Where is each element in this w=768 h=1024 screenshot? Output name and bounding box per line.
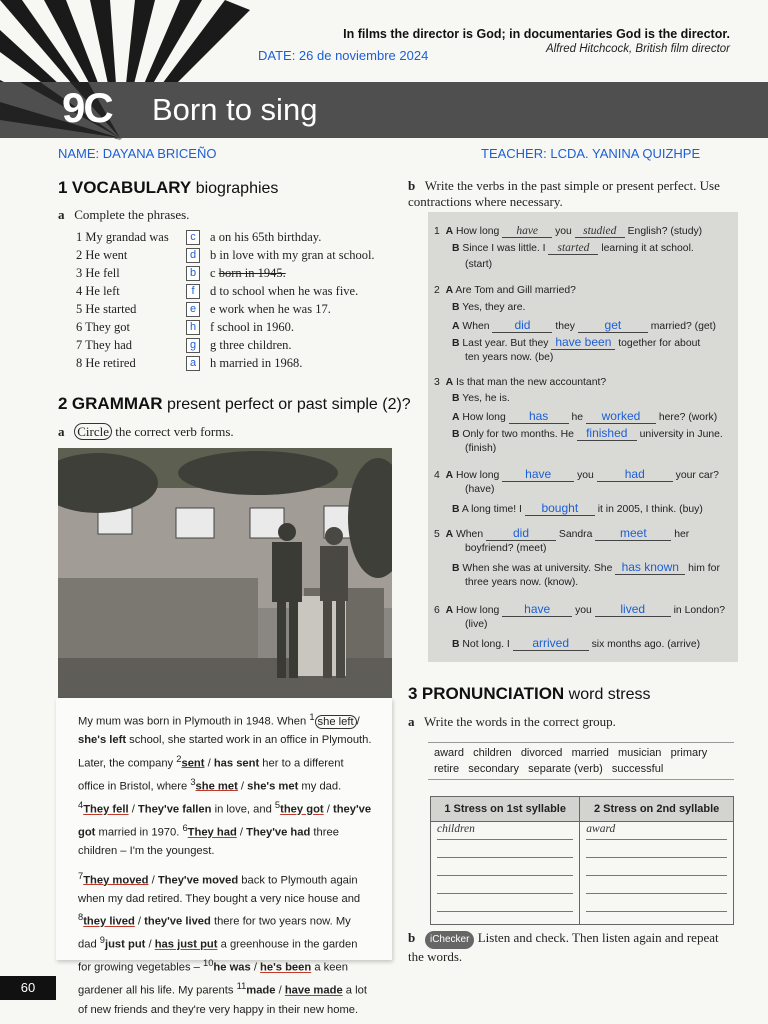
option[interactable]: They've fallen [137,803,212,816]
q3-line-c [452,409,717,424]
story-text-box [56,698,392,1016]
unit-title: Born to sing [152,92,318,127]
cell[interactable] [431,894,580,912]
answer-field[interactable]: started [548,242,598,255]
answer-field[interactable]: arrived [513,636,589,651]
task-3a [408,714,616,730]
story-text: / [323,803,333,816]
circle-word: Circle [74,423,112,440]
answer-box[interactable]: a [186,356,200,371]
ending-letter: f [210,320,215,334]
answer-field[interactable]: lived [595,602,671,617]
speaker: A [452,321,460,332]
phrase-start [76,266,120,281]
line-text: When she was at university. She [462,563,613,574]
line-text: in London? [673,605,726,616]
cell[interactable] [580,840,734,858]
speaker: B [452,243,460,254]
gap-number: 8 [78,912,84,923]
phrase-start [76,356,136,371]
section-1-title: VOCABULARY [71,178,192,197]
answer-underlined[interactable]: have made [284,985,343,998]
task-letter: b [408,178,416,193]
phrase-number: 2 [76,248,83,262]
speaker: A [445,285,454,296]
line-text: six months ago. (arrive) [591,639,701,650]
story-text: in love, and [211,803,275,816]
phrase-number: 6 [76,320,83,334]
section-3-heading [408,684,650,704]
speaker: B [452,393,460,404]
story-text: school, she started work in an office in Plymouth. Later, the company [78,734,372,770]
q6-line-a [434,602,725,617]
answer-field[interactable]: has [509,409,569,424]
ending-letter: c [210,266,216,280]
phrase-text: They had [85,338,133,352]
line-text: here? (work) [658,412,718,423]
stress-table [430,796,734,925]
gap-number: 10 [203,958,214,969]
line-text: he [571,412,584,423]
option[interactable]: They've moved [157,874,239,887]
q3-line-d [452,426,723,441]
story-text: / [236,826,247,839]
vocab-row [76,230,416,248]
answer-field[interactable]: had [597,467,673,482]
story-text: / [134,915,145,928]
line-text: together for about [618,338,701,349]
option[interactable]: he was [213,962,251,975]
q2-line-b [452,302,525,313]
phrase-start [76,284,120,299]
cell[interactable] [580,822,734,841]
gap-number: 11 [236,981,247,992]
gap-number: 5 [274,799,281,810]
date-label: DATE: 26 de noviembre 2024 [258,48,429,63]
option[interactable]: they've got [78,803,372,839]
line-text: How long [455,605,500,616]
line-text: him for [688,563,720,574]
story-paragraph [56,861,392,1020]
task-text: Listen and check. Then listen again and repeat the words. [408,930,719,964]
answer-field[interactable]: have [502,602,572,617]
phrase-start [76,302,136,317]
task-2a [58,424,234,440]
unit-number: 9C [62,84,112,131]
option[interactable]: she's left [78,734,127,747]
phrase-ending [210,338,292,353]
story-text: / [237,780,248,793]
phrase-ending [210,302,331,317]
quote-text: In films the director is God; in documentaries God is the director. [343,27,730,41]
task-1a [58,207,189,223]
cell[interactable] [431,912,580,925]
answer-field[interactable]: studied [575,225,625,238]
task-text: the correct verb forms. [115,424,234,439]
phrase-start [76,338,132,353]
speaker: B [452,639,460,650]
section-2-number: 2 [58,394,68,413]
phrase-start [76,230,169,245]
ending-text: born in 1945. [218,266,286,280]
story-text: my dad. [298,780,342,793]
q5-line-d: three years now. (know). [465,577,579,588]
answer-box[interactable]: d [186,248,200,263]
option[interactable]: she's met [247,780,299,793]
answer-field[interactable]: has known [615,560,685,575]
story-text: three children – I'm the youngest. [78,826,339,858]
section-1-heading [58,178,278,198]
story-text: / [275,985,285,998]
q6-line-b: (live) [465,619,488,630]
ending-text: married in 1968. [219,356,303,370]
phrase-text: He went [85,248,128,262]
answer-circled[interactable]: she left [315,715,357,729]
speaker: A [445,470,454,481]
phrase-number: 4 [76,284,83,298]
word-box [428,742,734,780]
q4-line-a [434,467,719,482]
task-letter: a [408,714,415,729]
line-text: learning it at school. [601,243,694,254]
section-3-number: 3 [408,684,418,703]
ending-letter: d [210,284,217,298]
answer-box[interactable]: f [186,284,200,299]
speaker: B [452,504,460,515]
phrase-ending [210,266,286,281]
answer-box[interactable]: b [186,266,200,281]
q2-line-c [452,318,716,333]
teacher-name: TEACHER: LCDA. YANINA QUIZHPE [481,146,701,161]
gap-number: 1 [309,712,315,722]
line-text: it in 2005, I think. (buy) [597,504,703,515]
vocab-row [76,302,416,320]
answer-box[interactable]: h [186,320,200,335]
answer-underlined[interactable]: they lived [83,915,135,928]
line-text: When [462,321,490,332]
phrase-text: They got [85,320,130,334]
speaker: A [445,605,454,616]
option[interactable]: just put [104,938,146,951]
answer-field[interactable]: have [502,467,574,482]
answer-field[interactable]: have [502,225,552,238]
line-text: Yes, they are. [462,302,526,313]
speaker: A [445,226,454,237]
phrase-ending [210,356,302,371]
line-text: you [555,226,572,237]
ending-letter: b [210,248,217,262]
line-text: When [455,529,484,540]
line-text: Are Tom and Gill married? [455,285,576,296]
q-number: 5 [434,529,440,540]
line-text: Yes, he is. [462,393,510,404]
speaker: A [452,412,460,423]
task-2b [408,178,740,210]
column-header-1st-syllable: 1 Stress on 1st syllable [431,797,580,822]
phrase-text: He left [85,284,120,298]
story-text: there for two years now. My dad [78,915,351,951]
line-text: A long time! I [461,504,522,515]
answer-underlined[interactable]: has just put [154,938,218,951]
line-text: Last year. But they [462,338,549,349]
word-list-line: retire secondary separate (verb) successful [434,763,664,775]
gap-number: 2 [176,753,182,764]
line-text: university in June. [639,429,723,440]
line-text: married? (get) [650,321,717,332]
q3-line-a [434,377,606,388]
option[interactable]: has sent [213,757,260,770]
line-text: How long [455,470,500,481]
example-answer: award [586,823,727,840]
cell[interactable] [580,894,734,912]
line-text: Not long. I [462,639,510,650]
phrase-ending [210,320,294,335]
section-1-subtitle: biographies [195,180,279,197]
gap-number: 3 [190,776,196,787]
phrase-number: 5 [76,302,83,316]
q5-line-b: boyfriend? (meet) [465,543,547,554]
line-text: How long [455,226,500,237]
speaker: B [452,338,460,349]
vocab-row [76,356,416,374]
ending-text: work when he was 17. [218,302,331,316]
cell[interactable] [431,822,580,841]
column-header-2nd-syllable: 2 Stress on 2nd syllable [580,797,734,822]
story-text: a lot of new friends and they're very happy in their new home. [78,985,367,1016]
q4-line-b: (have) [465,484,495,495]
page-number: 60 [0,976,56,1000]
story-text: a greenhouse in the garden for growing vegetables – [78,938,358,975]
word-list-line: award children divorced married musician primary [434,747,708,759]
story-text: / [148,874,158,887]
answer-field[interactable]: have been [551,335,615,350]
phrase-number: 1 [76,230,83,244]
line-text: How long [462,412,506,423]
q-number: 6 [434,605,440,616]
phrase-text: He started [85,302,137,316]
answer-field[interactable]: meet [595,526,671,541]
q1-line-b [452,242,694,255]
section-2-heading [58,394,411,414]
phrase-text: He fell [85,266,120,280]
phrase-ending [210,248,375,263]
line-text: her [674,529,690,540]
story-text: back to Plymouth again when my dad retired. They bought a very nice house and [78,874,361,905]
ending-letter: a [210,230,216,244]
vocab-row [76,248,416,266]
line-text: you [577,470,594,481]
phrase-number: 8 [76,356,83,370]
ichecker-badge[interactable]: iChecker [425,931,474,949]
ending-text: three children. [219,338,292,352]
q-number: 3 [434,377,440,388]
phrase-start [76,320,130,335]
speaker: A [445,377,454,388]
q3-line-e: (finish) [465,443,497,454]
vocab-row [76,338,416,356]
phrase-ending [210,284,358,299]
line-text: Since I was little. I [462,243,546,254]
option[interactable]: they've lived [144,915,211,928]
phrase-start [76,248,127,263]
q5-line-a [434,526,689,541]
ending-text: school in 1960. [217,320,295,334]
section-2-title: GRAMMAR [71,394,163,413]
task-text: Write the words in the correct group. [424,714,616,729]
story-text: / [145,938,155,951]
photo-couple-house [58,448,392,698]
vocab-row [76,284,416,302]
phrase-ending [210,230,321,245]
line-text: you [575,605,592,616]
q1-line-a [434,225,702,238]
q-number: 1 [434,226,440,237]
gap-number: 9 [99,935,105,946]
answer-field[interactable]: did [492,318,552,333]
answer-underlined[interactable]: sent [181,757,205,770]
line-text: English? (study) [627,226,703,237]
phrase-number: 7 [76,338,83,352]
phrase-text: He retired [85,356,136,370]
q-number: 4 [434,470,440,481]
cell[interactable] [431,840,580,858]
speaker: B [452,429,460,440]
answer-underlined[interactable]: they got [280,803,324,816]
task-letter: b [408,930,416,945]
vocab-row [76,266,416,284]
ending-text: in love with my gran at school. [219,248,375,262]
q4-line-c [452,501,703,516]
answer-field[interactable]: worked [586,409,656,424]
q1-line-c: (start) [465,259,493,270]
ending-letter: e [210,302,216,316]
cell[interactable] [431,858,580,876]
line-text: your car? [675,470,719,481]
student-name: NAME: DAYANA BRICEÑO [58,146,217,161]
answer-box[interactable]: e [186,302,200,317]
line-text: Is that man the new accountant? [455,377,607,388]
answer-underlined[interactable]: They moved [83,874,149,887]
answer-underlined[interactable]: he's been [260,962,312,975]
answer-underlined[interactable]: They had [187,826,237,839]
section-1-number: 1 [58,178,68,197]
ending-letter: h [210,356,217,370]
line-text: Only for two months. He [462,429,574,440]
line-text: Sandra [558,529,593,540]
story-paragraph [56,698,392,861]
gap-number: 4 [78,799,84,810]
speaker: B [452,302,460,313]
option[interactable]: made [246,985,276,998]
cell[interactable] [580,858,734,876]
answer-underlined[interactable]: They fell [83,803,129,816]
quote-author: Alfred Hitchcock, British film director [545,43,730,55]
story-text: a keen gardener all his life. My parents [78,962,348,998]
task-letter: a [58,424,65,439]
example-answer: children [437,823,573,840]
story-text: / [250,962,261,975]
speaker: A [445,529,454,540]
story-text: her to a different office in Bristol, where [78,757,344,793]
ending-text: to school when he was five. [219,284,359,298]
option[interactable]: They've had [246,826,311,839]
story-text: / [128,803,138,816]
q2-line-d [452,335,700,350]
answer-field[interactable]: bought [525,501,595,516]
phrase-text: My grandad was [85,230,169,244]
task-3b [408,930,733,965]
gap-number: 6 [182,822,188,833]
section-3-subtitle: word stress [568,686,651,703]
phrase-number: 3 [76,266,83,280]
answer-box[interactable]: c [186,230,200,245]
q2-line-e: ten years now. (be) [465,352,554,363]
task-letter: a [58,207,65,222]
ending-text: on his 65th birthday. [218,230,322,244]
q5-line-c [452,560,720,575]
exercise-2b-box [428,212,738,662]
story-text: My mum was born in Plymouth in 1948. When [78,715,310,728]
q3-line-b [452,393,510,404]
section-2-subtitle: present perfect or past simple (2)? [167,396,411,413]
line-text: they [555,321,575,332]
answer-field[interactable]: get [578,318,648,333]
vocab-row [76,320,416,338]
answer-field[interactable]: finished [577,426,637,441]
q2-line-a [434,285,576,296]
story-text: / [204,757,214,770]
q-number: 2 [434,285,440,296]
answer-underlined[interactable]: she met [195,780,238,793]
answer-field[interactable]: did [486,526,556,541]
cell[interactable] [580,912,734,925]
q6-line-c [452,636,700,651]
speaker: B [452,563,460,574]
task-text: Complete the phrases. [74,207,190,222]
answer-box[interactable]: g [186,338,200,353]
task-text: Write the verbs in the past simple or present perfect. Use contractions where necessary. [408,178,720,209]
story-text: married in 1970. [95,826,183,839]
cell[interactable] [431,876,580,894]
ending-letter: g [210,338,217,352]
section-3-title: PRONUNCIATION [421,684,565,703]
story-text: / [356,715,360,728]
gap-number: 7 [78,870,84,881]
cell[interactable] [580,876,734,894]
